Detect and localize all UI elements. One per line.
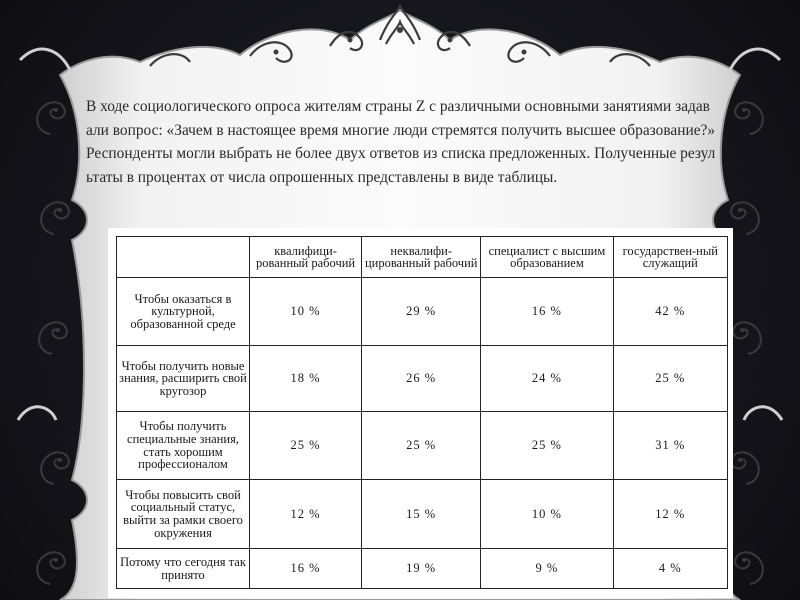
table-row [117, 549, 728, 589]
table-cell: 16 % [250, 549, 362, 589]
table-row [117, 346, 728, 412]
intro-paragraph: В ходе социологического опроса жителям страны Z с различными основными занятиями задавали вопрос: «Зачем в настоящее время многие люди стремятся получить высшее образование?» Респонденты могли выбрать не более двух ответов из списка предложенных. Полученные результаты в процентах от числа опрошенных представлены в виде таблицы. [86, 98, 716, 186]
table-cell: 9 % [481, 549, 613, 589]
table-cell: 12 % [250, 480, 362, 549]
table-cell: 15 % [362, 480, 481, 549]
column-header-civil-servant: государствен-ный служащий [613, 237, 727, 278]
row-label: Чтобы получить новые знания, расширить свой кругозор [117, 346, 250, 412]
table-cell: 25 % [250, 412, 362, 480]
table-cell: 19 % [362, 549, 481, 589]
row-label: Чтобы получить специальные знания, стать хорошим профессионалом [117, 412, 250, 480]
column-header-specialist: специалист с высшим образованием [481, 237, 613, 278]
table-cell: 10 % [481, 480, 613, 549]
survey-table [116, 236, 728, 589]
table-cell: 25 % [481, 412, 613, 480]
survey-table-panel [108, 228, 733, 598]
table-cell: 31 % [613, 412, 727, 480]
table-cell: 16 % [481, 278, 613, 346]
table-row [117, 278, 728, 346]
table-cell: 18 % [250, 346, 362, 412]
row-label: Чтобы повысить свой социальный статус, выйти за рамки своего окружения [117, 480, 250, 549]
table-cell: 42 % [613, 278, 727, 346]
table-cell: 4 % [613, 549, 727, 589]
table-cell: 10 % [250, 278, 362, 346]
row-label: Чтобы оказаться в культурной, образованной среде [117, 278, 250, 346]
table-header-row [117, 237, 728, 278]
table-cell: 26 % [362, 346, 481, 412]
table-row [117, 412, 728, 480]
table-corner-cell [117, 237, 250, 278]
table-cell: 29 % [362, 278, 481, 346]
table-row [117, 480, 728, 549]
table-cell: 25 % [362, 412, 481, 480]
row-label: Потому что сегодня так принято [117, 549, 250, 589]
table-cell: 25 % [613, 346, 727, 412]
table-cell: 12 % [613, 480, 727, 549]
column-header-unskilled-worker: неквалифи-цированный рабочий [362, 237, 481, 278]
column-header-skilled-worker: квалифици-рованный рабочий [250, 237, 362, 278]
table-cell: 24 % [481, 346, 613, 412]
